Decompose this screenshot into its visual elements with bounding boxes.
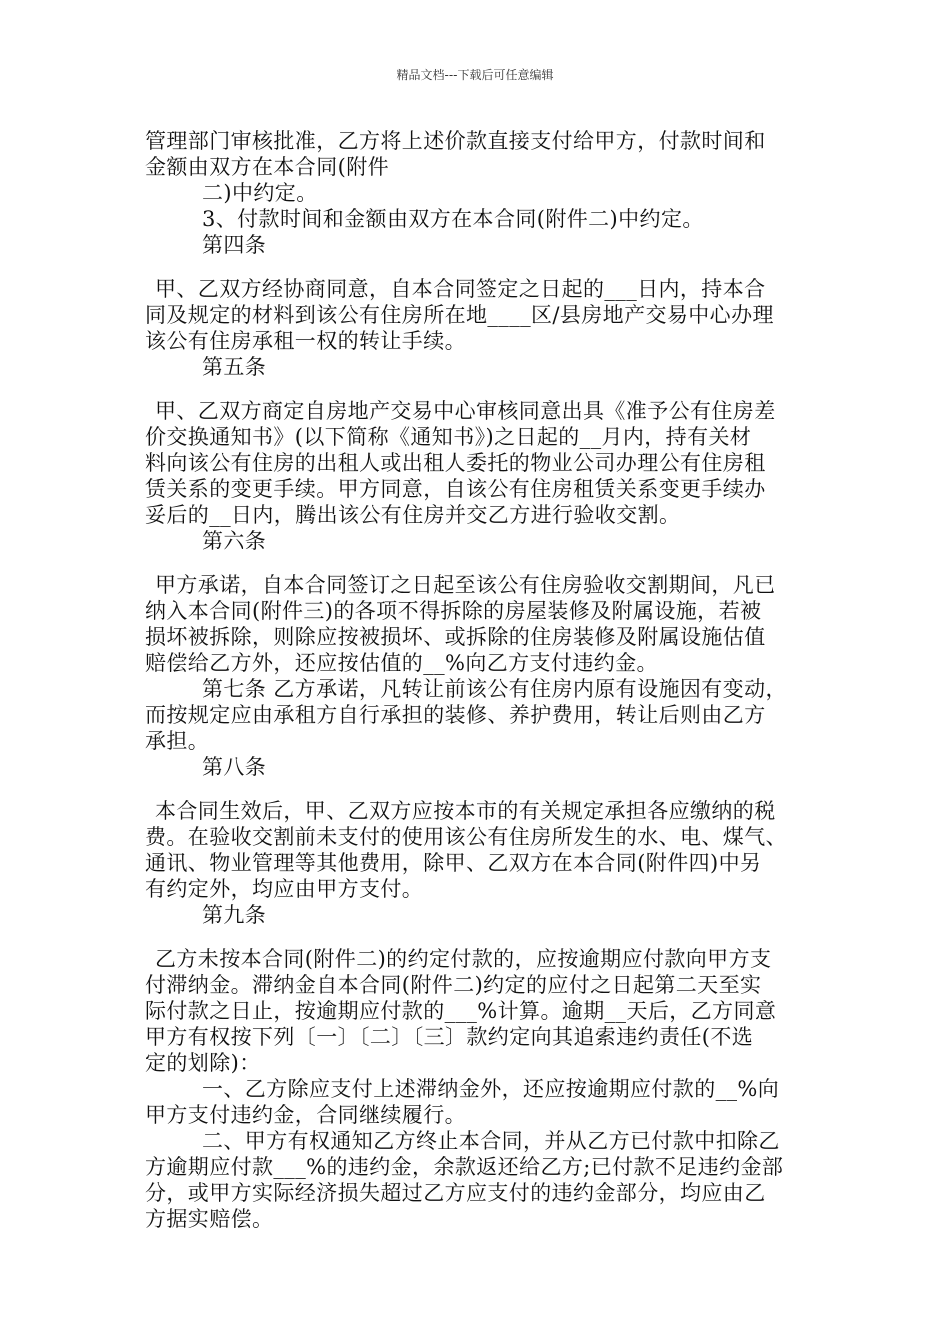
text-line: 通讯、物业管理等其他费用，除甲、乙双方在本合同(附件四)中另 <box>145 851 762 875</box>
text-line: 损坏被拆除，则除应按被损坏、或拆除的住房装修及附属设施估值 <box>145 625 766 649</box>
text-line: 甲、乙双方商定自房地产交易中心审核同意出具《准予公有住房差 <box>155 399 776 423</box>
text-line: 乙方未按本合同(附件二)的约定付款的，应按逾期应付款向甲方支 <box>155 947 772 971</box>
section-heading: 第四条 <box>202 233 267 257</box>
text-line: 甲方支付违约金，合同继续履行。 <box>145 1103 466 1127</box>
text-line: 赔偿给乙方外，还应按估值的__%向乙方支付违约金。 <box>145 651 658 675</box>
text-line: 管理部门审核批准，乙方将上述价款直接支付给甲方，付款时间和 <box>145 129 766 153</box>
text-line: 有约定外，均应由甲方支付。 <box>145 877 424 901</box>
text-line: 际付款之日止，按逾期应付款的___%计算。逾期__天后，乙方同意 <box>145 999 777 1023</box>
text-line: 本合同生效后，甲、乙双方应按本市的有关规定承担各应缴纳的税 <box>155 799 776 823</box>
text-line: 定的划除)： <box>145 1051 261 1075</box>
page-header: 精品文档---下载后可任意编辑 <box>396 68 554 82</box>
text-line: 纳入本合同(附件三)的各项不得拆除的房屋装修及附属设施，若被 <box>145 599 762 623</box>
section-heading: 第六条 <box>202 529 267 553</box>
text-line: 料向该公有住房的出租人或出租人委托的物业公司办理公有住房租 <box>145 451 766 475</box>
text-line: 甲方有权按下列〔一〕〔二〕〔三〕款约定向其追索违约责任(不选 <box>145 1025 754 1049</box>
text-line: 承担。 <box>145 729 210 753</box>
text-line: 方据实赔偿。 <box>145 1207 274 1231</box>
text-line: 费。在验收交割前未支付的使用该公有住房所发生的水、电、煤气、 <box>145 825 787 849</box>
text-line: 分，或甲方实际经济损失超过乙方应支付的违约金部分，均应由乙 <box>145 1181 766 1205</box>
text-line: 甲、乙双方经协商同意，自本合同签定之日起的___日内，持本合 <box>155 277 766 301</box>
section-heading: 第五条 <box>202 355 267 379</box>
text-line: 付滞纳金。滞纳金自本合同(附件二)约定的应付之日起第二天至实 <box>145 973 762 997</box>
text-line: 甲方承诺，自本合同签订之日起至该公有住房验收交割期间，凡已 <box>155 573 776 597</box>
section-heading: 第八条 <box>202 755 267 779</box>
text-line: 妥后的__日内，腾出该公有住房并交乙方进行验收交割。 <box>145 503 681 527</box>
text-line: 同及规定的材料到该公有住房所在地____区/县房地产交易中心办理 <box>145 303 774 327</box>
text-line: 二、甲方有权通知乙方终止本合同，并从乙方已付款中扣除乙 <box>202 1129 780 1153</box>
text-line: 该公有住房承租一权的转让手续。 <box>145 329 466 353</box>
text-line: 方逾期应付款___%的违约金，余款返还给乙方;已付款不足违约金部 <box>145 1155 784 1179</box>
text-line: 金额由双方在本合同(附件 <box>145 155 389 179</box>
text-line: 价交换通知书》(以下简称《通知书》)之日起的__月内，持有关材 <box>145 425 752 449</box>
text-line: 一、乙方除应支付上述滞纳金外，还应按逾期应付款的__%向 <box>202 1077 780 1101</box>
text-line: 而按规定应由承租方自行承担的装修、养护费用，转让后则由乙方 <box>145 703 766 727</box>
text-line: 第七条 乙方承诺，凡转让前该公有住房内原有设施因有变动， <box>202 677 787 701</box>
text-line: 3、付款时间和金额由双方在本合同(附件二)中约定。 <box>202 207 704 231</box>
text-line: 二)中约定。 <box>202 181 318 205</box>
text-line: 赁关系的变更手续。甲方同意，自该公有住房租赁关系变更手续办 <box>145 477 766 501</box>
section-heading: 第九条 <box>202 903 267 927</box>
